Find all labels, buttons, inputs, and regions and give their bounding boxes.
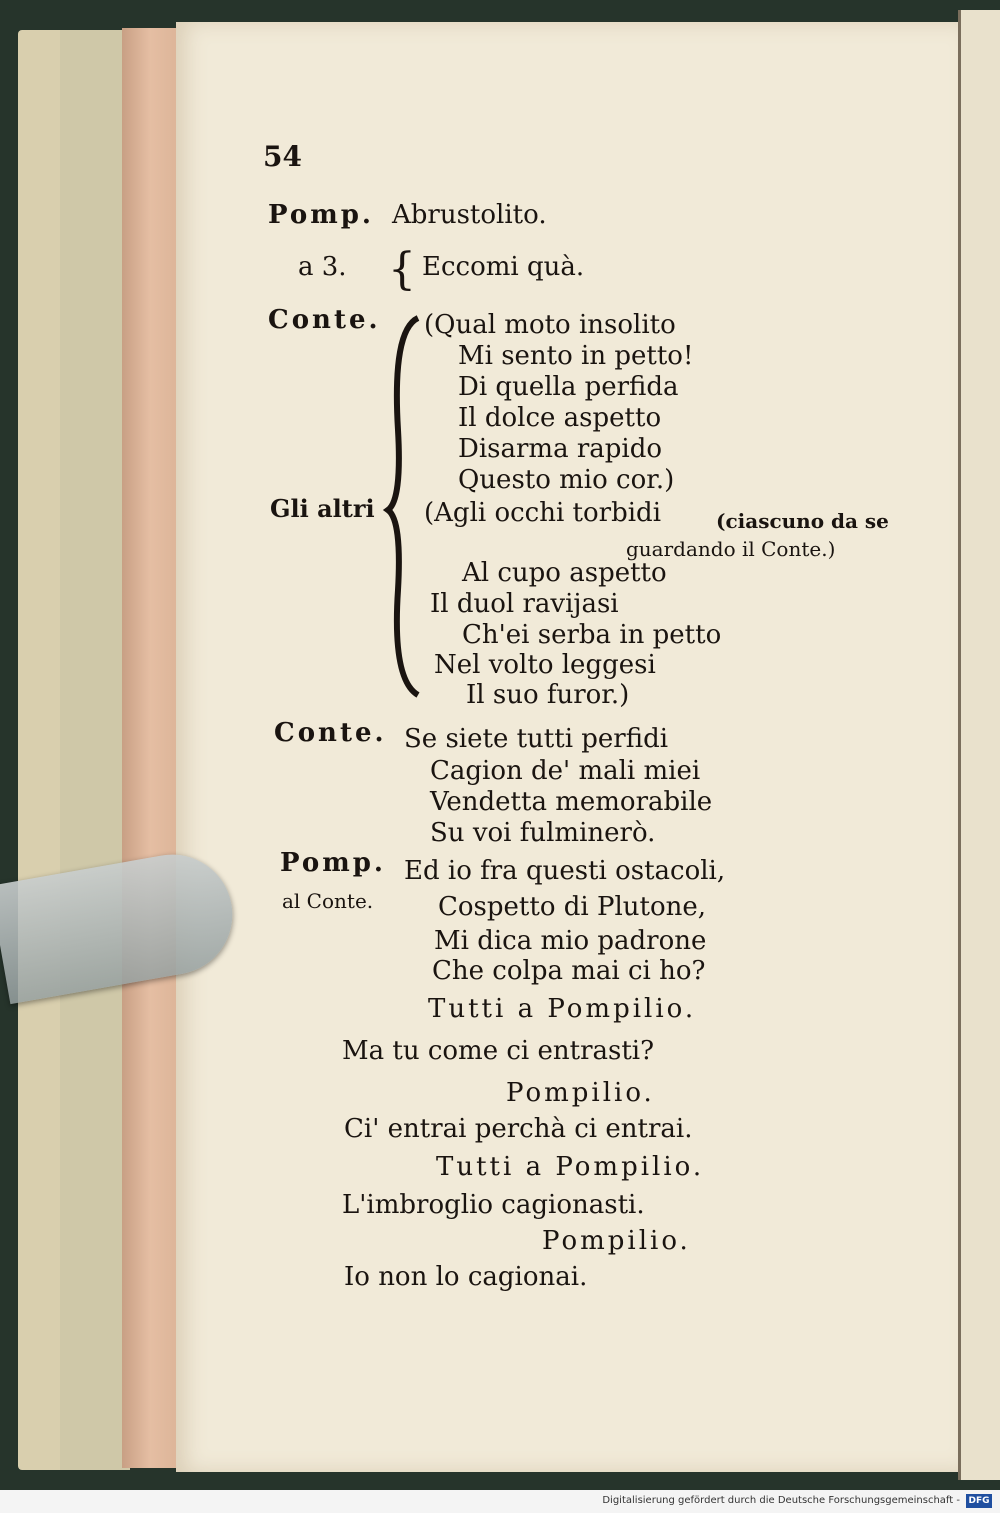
verse-line: Su voi fulminerò. — [430, 818, 656, 848]
speaker-heading: Pompilio. — [506, 1078, 655, 1108]
verse-line: (Agli occhi torbidi — [424, 498, 662, 528]
verse-line: Io non lo cagionai. — [344, 1262, 588, 1292]
speaker-label: Pomp. — [268, 200, 374, 230]
speaker-heading: Tutti a Pompilio. — [428, 994, 697, 1024]
verse-line: Ed io fra questi ostacoli, — [404, 856, 726, 886]
facing-page-edge — [958, 10, 1000, 1480]
stage-direction: guardando il Conte.) — [626, 537, 836, 561]
verse-line: L'imbroglio cagionasti. — [342, 1190, 645, 1220]
verse-line: Vendetta memorabile — [430, 787, 713, 817]
verse-line: Che colpa mai ci ho? — [432, 956, 706, 986]
verse-line: Ma tu come ci entrasti? — [342, 1036, 655, 1066]
verse-line: (Qual moto insolito — [424, 310, 676, 340]
verse-line: Il suo furor.) — [466, 680, 630, 710]
verse-line: Il duol ravijasi — [430, 589, 619, 619]
speaker-label: Gli altri — [270, 494, 375, 523]
verse-line: Ci' entrai perchà ci entrai. — [344, 1114, 693, 1144]
page-stack-middle — [60, 30, 130, 1470]
verse-line: Questo mio cor.) — [458, 465, 675, 495]
large-brace-icon — [380, 310, 430, 700]
verse-line: Il dolce aspetto — [458, 403, 662, 433]
verse-line: Cospetto di Plutone, — [438, 892, 707, 922]
footer-credit: Digitalisierung gefördert durch die Deutsche Forschungsgemeinschaft - — [602, 1495, 960, 1506]
speaker-label: a 3. — [298, 252, 347, 282]
stage-direction: (ciascuno da se — [716, 509, 889, 533]
verse-line: Mi dica mio padrone — [434, 926, 707, 956]
verse-line: Al cupo aspetto — [462, 558, 667, 588]
speaker-label: Conte. — [274, 718, 387, 748]
speaker-label: Pomp. — [280, 848, 386, 878]
verse-line: Nel volto leggesi — [434, 650, 656, 680]
verse-line: Eccomi quà. — [422, 252, 585, 282]
verse-line: Mi sento in petto! — [458, 341, 694, 371]
page-number: 54 — [263, 140, 302, 173]
speaker-label: Conte. — [268, 305, 381, 335]
speaker-heading: Tutti a Pompilio. — [436, 1152, 705, 1182]
verse-line: Disarma rapido — [458, 434, 663, 464]
verse-line: Cagion de' mali miei — [430, 756, 701, 786]
dfg-logo: DFG — [966, 1494, 992, 1508]
verse-line: Di quella perfida — [458, 372, 679, 402]
verse-line: Se siete tutti perfidi — [404, 724, 669, 754]
verse-line: Abrustolito. — [392, 200, 547, 230]
verse-line: Ch'ei serba in petto — [462, 620, 722, 650]
speaker-heading: Pompilio. — [542, 1226, 691, 1256]
stage-direction: al Conte. — [282, 889, 374, 913]
brace-icon: { — [388, 244, 416, 295]
